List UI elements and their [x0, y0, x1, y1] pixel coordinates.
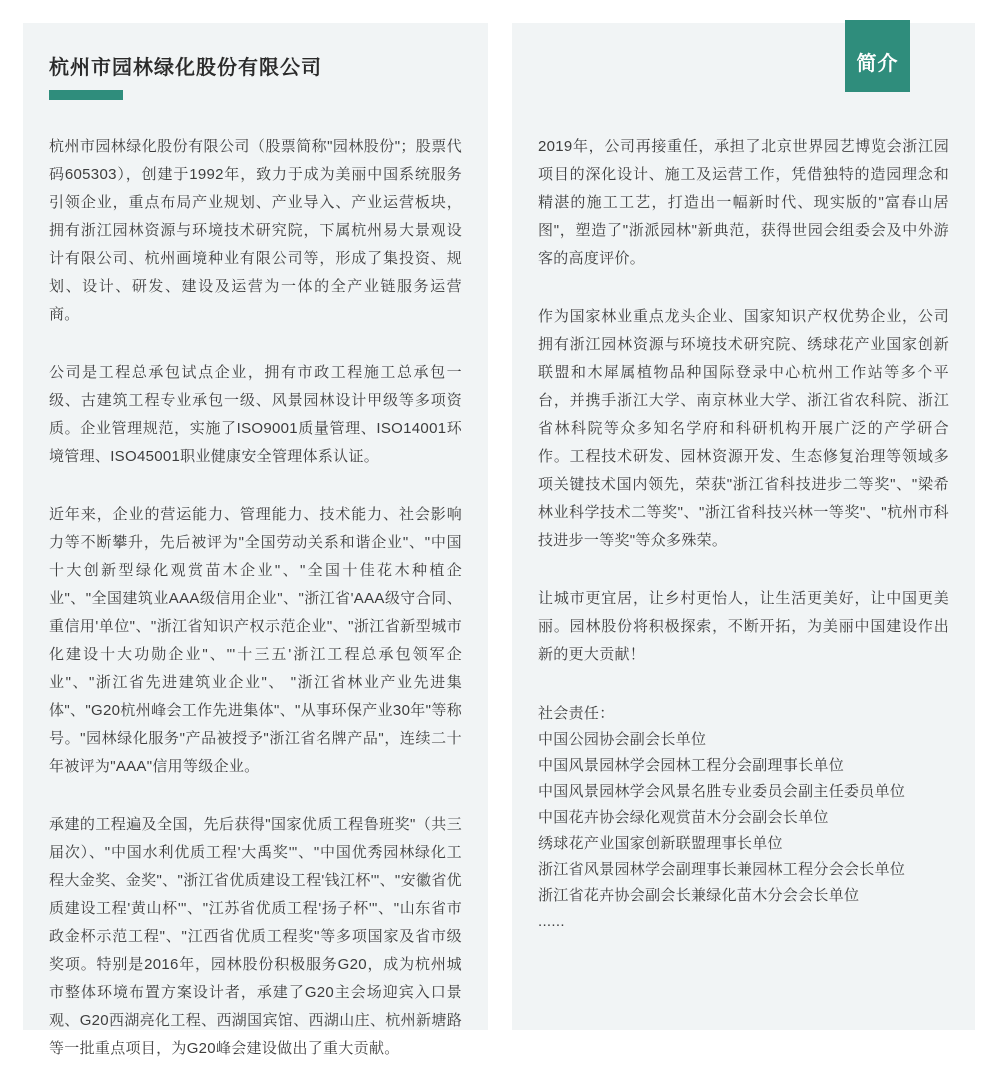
paragraph-research-platforms: 作为国家林业重点龙头企业、国家知识产权优势企业，公司拥有浙江园林资源与环境技术研究院、绣球花产业国家创新联盟和木犀属植物品种国际登录中心杭州工作站等多个平台，并携手浙江大学、南京林业大学、浙江省农科院、浙江省林科院等众多知名学府和科研机构开展广泛的产学研合作。工程技术研发、园林资源开发、生态修复治理等领域多项关键技术国内领先，荣获"浙江省科技进步二等奖"、"梁希林业科学技术二等奖"、"浙江省科技兴林一等奖"、"杭州市科技进步一等奖"等众多殊荣。	[538, 308, 949, 549]
intro-badge	[845, 20, 910, 92]
social-responsibility-heading: 社会责任：	[538, 705, 615, 722]
paragraph-honors: 近年来，企业的营运能力、管理能力、技术能力、社会影响力等不断攀升，先后被评为"全国劳动关系和谐企业"、"中国十大创新型绿化观赏苗木企业"、"全国十佳花木种植企业"、"全国建筑业AAA级信用企业"、"浙江省'AAA级守合同、重信用'单位"、"浙江省知识产权示范企业"、"浙江省新型城市化建设十大功勋企业"、"'十三五'浙江工程总承包领军企业"、"浙江省先进建筑业企业"、 "浙江省林业产业先进集体"、"G20杭州峰会工作先进集体"、"从事环保产业30年"等称号。"园林绿化服务"产品被授予"浙江省名牌产品"，连续二十年被评为"AAA"信用等级企业。	[49, 506, 462, 775]
social-responsibility-ellipsis: ......	[538, 913, 565, 930]
company-title: 杭州市园林绿化股份有限公司	[49, 57, 322, 79]
paragraph-projects-awards: 承建的工程遍及全国，先后获得"国家优质工程鲁班奖"（共三届次）、"中国水利优质工程'大禹奖'"、"中国优秀园林绿化工程大金奖、金奖"、"浙江省优质建设工程'钱江杯'"、"安徽省优质建设工程'黄山杯'"、"江苏省优质工程'扬子杯'"、"山东省市政金杯示范工程"、"江西省优质工程奖"等多项国家及省市级奖项。特别是2016年，园林股份积极服务G20，成为杭州城市整体环境布置方案设计者，承建了G20主会场迎宾入口景观、G20西湖亮化工程、西湖国宾馆、西湖山庄、杭州新塘路等一批重点项目，为G20峰会建设做出了重大贡献。	[49, 816, 462, 1057]
company-profile-card	[23, 23, 488, 1057]
paragraph-vision: 让城市更宜居，让乡村更怡人，让生活更美好，让中国更美丽。园林股份将积极探索，不断开拓，为美丽中国建设作出新的更大贡献！	[538, 590, 949, 663]
social-responsibility-item: 绣球花产业国家创新联盟理事长单位	[538, 835, 783, 852]
social-responsibility-item: 中国花卉协会绿化观赏苗木分会副会长单位	[538, 809, 829, 826]
social-responsibility-item: 中国公园协会副会长单位	[538, 731, 707, 748]
paragraph-expo-2019: 2019年，公司再接重任，承担了北京世界园艺博览会浙江园项目的深化设计、施工及运营工作，凭借独特的造园理念和精湛的施工工艺，打造出一幅新时代、现实版的"富春山居图"，塑造了"浙派园林"新典范，获得世园会组委会及中外游客的高度评价。	[538, 138, 949, 267]
paragraph-qualifications: 公司是工程总承包试点企业，拥有市政工程施工总承包一级、古建筑工程专业承包一级、风景园林设计甲级等多项资质。企业管理规范，实施了ISO9001质量管理、ISO14001环境管理、ISO45001职业健康安全管理体系认证。	[49, 364, 462, 465]
social-responsibility-item: 浙江省花卉协会副会长兼绿化苗木分会会长单位	[538, 887, 860, 904]
intro-badge-label: 简介	[856, 53, 899, 75]
intro-card	[512, 23, 975, 1030]
social-responsibility-item: 中国风景园林学会园林工程分会副理事长单位	[538, 757, 845, 774]
paragraph-company-overview: 杭州市园林绿化股份有限公司（股票简称"园林股份"；股票代码605303），创建于1992年，致力于成为美丽中国系统服务引领企业，重点布局产业规划、产业导入、产业运营板块，拥有浙江园林资源与环境技术研究院，下属杭州易大景观设计有限公司、杭州画境种业有限公司等，形成了集投资、规划、设计、研发、建设及运营为一体的全产业链服务运营商。	[49, 138, 462, 323]
social-responsibility-item: 中国风景园林学会风景名胜专业委员会副主任委员单位	[538, 783, 906, 800]
social-responsibility-section	[538, 701, 949, 935]
social-responsibility-item: 浙江省风景园林学会副理事长兼园林工程分会会长单位	[538, 861, 906, 878]
title-accent-bar	[49, 90, 123, 100]
